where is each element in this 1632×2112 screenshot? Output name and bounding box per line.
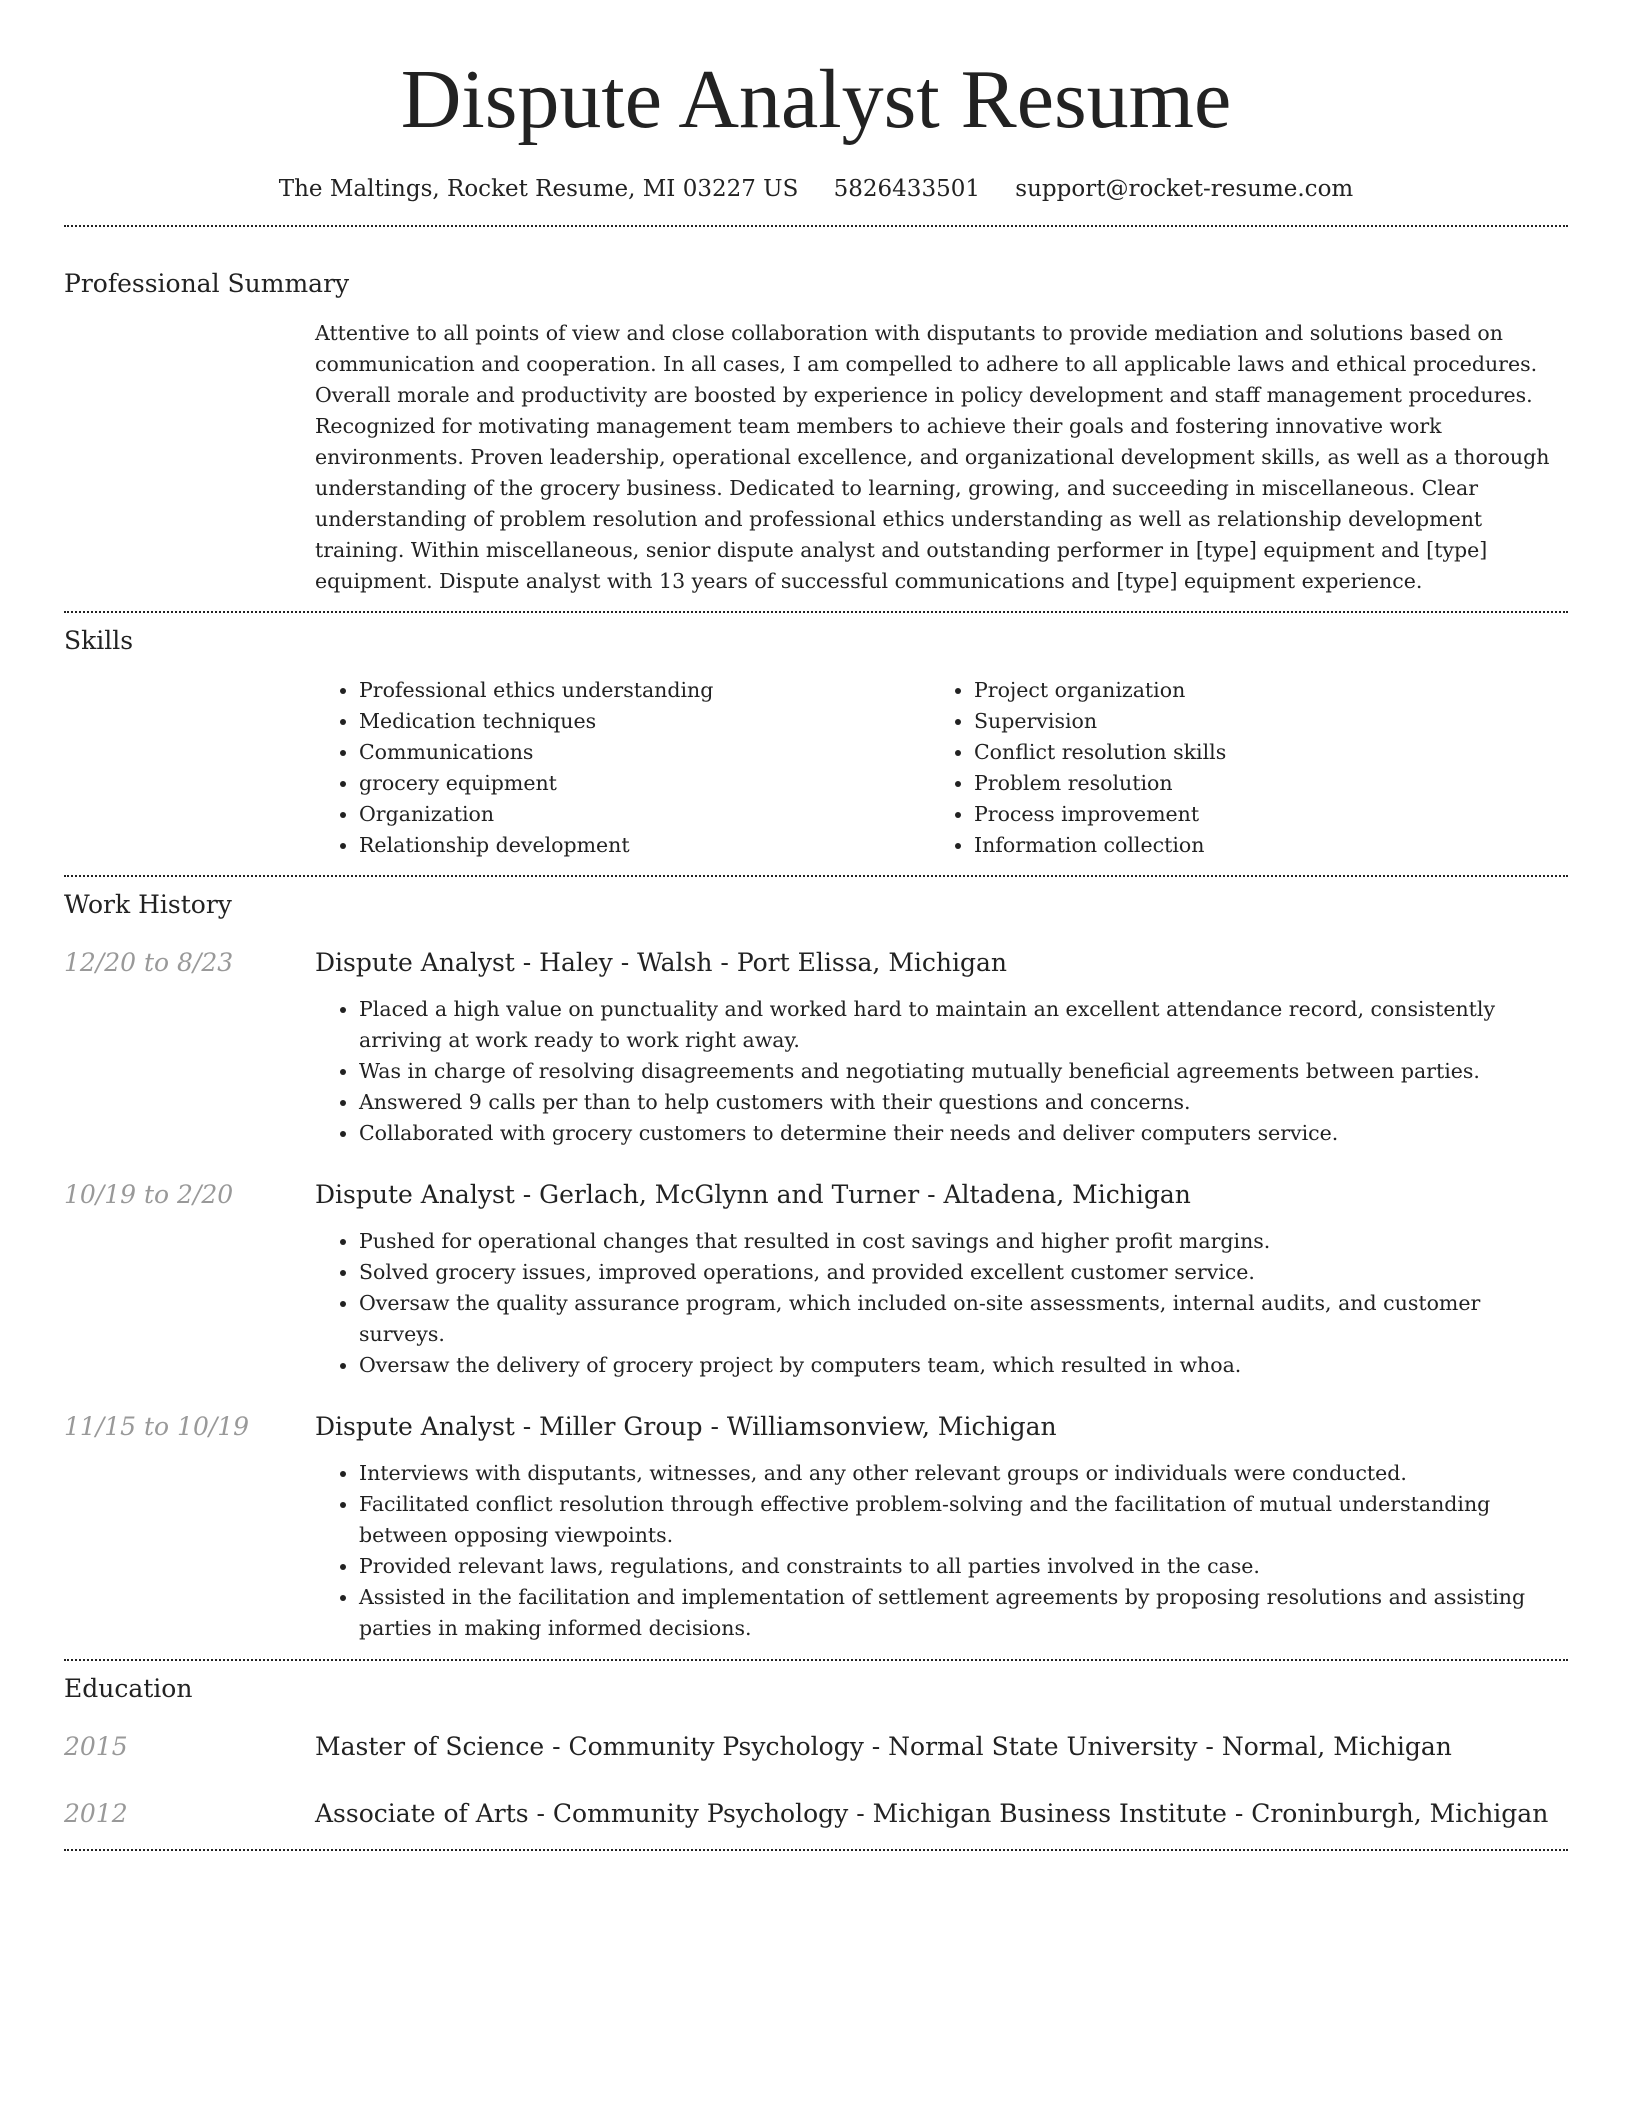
- section-heading-education: Education: [64, 1674, 193, 1703]
- skill-item: • Medication techniques: [359, 706, 930, 737]
- skill-item: • Process improvement: [974, 799, 1564, 830]
- job-entry: [64, 946, 1568, 980]
- job-bullet: • Solved grocery issues, improved operations, and provided excellent customer service.: [359, 1257, 1568, 1288]
- job-entry: [64, 1178, 1568, 1212]
- education-entry: [64, 1730, 1568, 1764]
- job-bullet: • Collaborated with grocery customers to determine their needs and deliver computers service.: [359, 1118, 1568, 1149]
- divider: [64, 875, 1568, 877]
- job-title: Dispute Analyst - Gerlach, McGlynn and Turner - Altadena, Michigan: [315, 1180, 1191, 1209]
- job-bullet: • Provided relevant laws, regulations, and constraints to all parties involved in the case.: [359, 1551, 1568, 1582]
- job-entry: [64, 1410, 1568, 1444]
- divider: [64, 1849, 1568, 1851]
- education-degree: Associate of Arts - Community Psychology - Michigan Business Institute - Croninburgh, Michigan: [315, 1799, 1549, 1828]
- job-bullet: • Assisted in the facilitation and implementation of settlement agreements by proposing resolutions and assisting parties in making informed decisions.: [359, 1582, 1568, 1644]
- skill-item: • Conflict resolution skills: [974, 737, 1564, 768]
- resume-page: [64, 0, 1568, 1851]
- job-bullet: • Interviews with disputants, witnesses, and any other relevant groups or individuals were conducted.: [359, 1458, 1568, 1489]
- skill-item: • Information collection: [974, 830, 1564, 861]
- job-bullet: • Pushed for operational changes that resulted in cost savings and higher profit margins.: [359, 1226, 1568, 1257]
- job-dates: 12/20 to 8/23: [64, 948, 234, 977]
- education-year: 2015: [64, 1732, 128, 1761]
- section-heading-summary: Professional Summary: [64, 269, 350, 298]
- summary-text: Attentive to all points of view and close collaboration with disputants to provide mediation and solutions based on communication and cooperation. In all cases, I am compelled to adhere to all applicable laws and ethical procedures. Overall morale and productivity are boosted by experience in policy development and staff management procedures. Recognized for motivating management team members to achieve their goals and fostering innovative work environments. Proven leadership, operational excellence, and organizational development skills, as well as a thorough understanding of the grocery business. Dedicated to learning, growing, and succeeding in miscellaneous. Clear understanding of problem resolution and professional ethics understanding as well as relationship development training. Within miscellaneous, senior dispute analyst and outstanding performer in [type] equipment and [type] equipment. Dispute analyst with 13 years of successful communications and [type] equipment experience.: [315, 321, 1550, 593]
- divider: [64, 1659, 1568, 1661]
- job-bullet: • Answered 9 calls per than to help customers with their questions and concerns.: [359, 1087, 1568, 1118]
- email: support@rocket-resume.com: [1015, 176, 1354, 202]
- job-title: Dispute Analyst - Haley - Walsh - Port Elissa, Michigan: [315, 948, 1008, 977]
- job-bullet: • Facilitated conflict resolution through effective problem-solving and the facilitation of mutual understanding between opposing viewpoints.: [359, 1489, 1568, 1551]
- skill-item: • Professional ethics understanding: [359, 675, 930, 706]
- skill-item: • Organization: [359, 799, 930, 830]
- job-dates: 10/19 to 2/20: [64, 1180, 234, 1209]
- skill-item: • Problem resolution: [974, 768, 1564, 799]
- skill-item: • Supervision: [974, 706, 1564, 737]
- education-year: 2012: [64, 1799, 128, 1828]
- job-bullet: • Oversaw the quality assurance program, which included on-site assessments, internal audits, and customer surveys.: [359, 1288, 1568, 1350]
- skill-item: • Relationship development: [359, 830, 930, 861]
- divider: [64, 225, 1568, 227]
- job-dates: 11/15 to 10/19: [64, 1412, 250, 1441]
- skills-list: [315, 675, 1568, 861]
- section-heading-skills: Skills: [64, 626, 134, 655]
- skill-item: • Project organization: [974, 675, 1564, 706]
- skills-column-2: [930, 675, 1564, 861]
- page-title: Dispute Analyst Resume: [400, 53, 1232, 146]
- job-bullet: • Oversaw the delivery of grocery project by computers team, which resulted in whoa.: [359, 1350, 1568, 1381]
- divider: [64, 611, 1568, 613]
- phone: 5826433501: [833, 176, 980, 202]
- skills-column-1: [315, 675, 930, 861]
- education-degree: Master of Science - Community Psychology - Normal State University - Normal, Michigan: [315, 1732, 1452, 1761]
- job-bullet: • Was in charge of resolving disagreements and negotiating mutually beneficial agreements between parties.: [359, 1056, 1568, 1087]
- skill-item: • Communications: [359, 737, 930, 768]
- job-bullets: [315, 994, 1568, 1149]
- job-bullets: [315, 1458, 1568, 1644]
- job-bullets: [315, 1226, 1568, 1381]
- section-heading-work-history: Work History: [64, 890, 232, 919]
- education-entry: [64, 1797, 1568, 1831]
- job-title: Dispute Analyst - Miller Group - Williamsonview, Michigan: [315, 1412, 1057, 1441]
- address: The Maltings, Rocket Resume, MI 03227 US: [278, 176, 799, 202]
- job-bullet: • Placed a high value on punctuality and worked hard to maintain an excellent attendance record, consistently arriving at work ready to work right away.: [359, 994, 1568, 1056]
- skill-item: • grocery equipment: [359, 768, 930, 799]
- contact-line: [64, 174, 1568, 204]
